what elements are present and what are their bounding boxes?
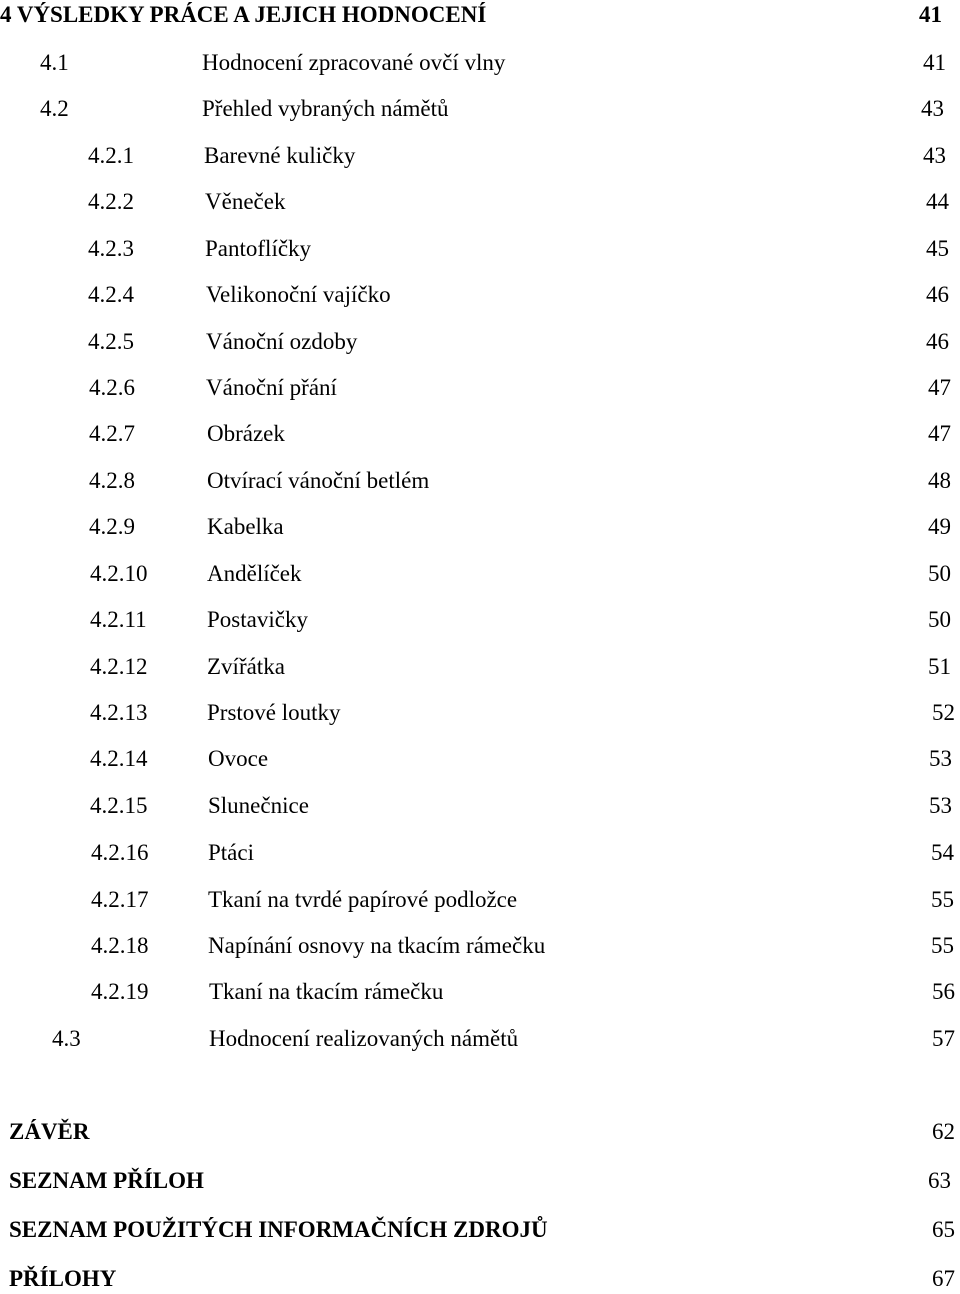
toc-entry-page: 53 [929, 793, 952, 818]
toc-entry[interactable] [0, 419, 960, 449]
toc-entry[interactable] [0, 94, 960, 124]
back-matter-page: 65 [932, 1217, 955, 1242]
toc-back-matter-item[interactable] [0, 1117, 960, 1147]
toc-entry-number: 4.2.1 [88, 143, 134, 168]
toc-entry-title: Ptáci [208, 840, 254, 865]
toc-entry[interactable] [0, 791, 960, 821]
back-matter-title: ZÁVĚR [9, 1119, 90, 1144]
toc-entry-title: Přehled vybraných námětů [202, 96, 449, 121]
toc-entry-title: Zvířátka [207, 654, 285, 679]
toc-entry-page: 52 [932, 700, 955, 725]
toc-entry-page: 45 [926, 236, 949, 261]
toc-entry-title: Prstové loutky [207, 700, 341, 725]
toc-entry-page: 53 [929, 746, 952, 771]
toc-entry[interactable] [0, 327, 960, 357]
back-matter-page: 67 [932, 1266, 955, 1291]
toc-entry-number: 4.2.18 [91, 933, 149, 958]
toc-entry[interactable] [0, 744, 960, 774]
toc-entry[interactable] [0, 1024, 960, 1054]
toc-entry-page: 49 [928, 514, 951, 539]
toc-entry[interactable] [0, 373, 960, 403]
toc-entry-title: Andělíček [207, 561, 302, 586]
toc-entry-title: Postavičky [207, 607, 308, 632]
toc-entry-title: Ovoce [208, 746, 269, 771]
toc-entry-page: 46 [926, 329, 949, 354]
toc-entry[interactable] [0, 698, 960, 728]
back-matter-page: 62 [932, 1119, 955, 1144]
toc-entry-title: Vánoční ozdoby [206, 329, 358, 354]
toc-entry-title: Otvírací vánoční betlém [207, 468, 430, 493]
toc-entry-page: 55 [931, 887, 954, 912]
toc-entry-number: 4.2.11 [90, 607, 147, 632]
toc-entry-number: 4.2.15 [90, 793, 148, 818]
toc-entry-page: 46 [926, 282, 949, 307]
toc-entry-title: Hodnocení realizovaných námětů [209, 1026, 519, 1051]
toc-entry-number: 4.2.13 [90, 700, 148, 725]
toc-entry-number: 4.2.9 [89, 514, 135, 539]
toc-entry[interactable] [0, 605, 960, 635]
toc-entry[interactable] [0, 48, 960, 78]
back-matter-title: SEZNAM PŘÍLOH [9, 1168, 204, 1193]
toc-entry-number: 4.2.17 [91, 887, 149, 912]
toc-entry-number: 4.2.8 [89, 468, 135, 493]
toc-entry-number: 4.3 [52, 1026, 81, 1051]
toc-entry-page: 44 [926, 189, 949, 214]
toc-entry[interactable] [0, 931, 960, 961]
back-matter-title: SEZNAM POUŽITÝCH INFORMAČNÍCH ZDROJŮ [9, 1217, 548, 1242]
toc-entry-title: Pantoflíčky [205, 236, 312, 261]
toc-entry-page: 50 [928, 607, 951, 632]
back-matter-title: PŘÍLOHY [9, 1266, 117, 1291]
toc-entry-number: 4.2.7 [89, 421, 135, 446]
toc-entry-number: 4.1 [40, 50, 69, 75]
toc-entry-number: 4.2.4 [88, 282, 134, 307]
toc-entry[interactable] [0, 652, 960, 682]
toc-back-matter-item[interactable] [0, 1215, 960, 1245]
toc-back-matter-item[interactable] [0, 1166, 960, 1196]
toc-entry-page: 47 [928, 375, 951, 400]
toc-entry-number: 4.2.3 [88, 236, 134, 261]
toc-entry-title: Velikonoční vajíčko [206, 282, 391, 307]
toc-entry-title: Věneček [205, 189, 286, 214]
toc-entry-number: 4.2.12 [90, 654, 148, 679]
toc-entry-number: 4.2.14 [90, 746, 148, 771]
toc-entry-title: Barevné kuličky [204, 143, 356, 168]
toc-entry-title: Vánoční přání [206, 375, 337, 400]
chapter-title: 4 VÝSLEDKY PRÁCE A JEJICH HODNOCENÍ [0, 2, 487, 27]
toc-entry-title: Hodnocení zpracované ovčí vlny [202, 50, 506, 75]
toc-entry-number: 4.2.2 [88, 189, 134, 214]
toc-entry-title: Tkaní na tvrdé papírové podložce [208, 887, 518, 912]
toc-back-matter-item[interactable] [0, 1264, 960, 1294]
toc-entry[interactable] [0, 559, 960, 589]
toc-entry-number: 4.2.6 [89, 375, 135, 400]
toc-entry-page: 56 [932, 979, 955, 1004]
toc-entry-page: 41 [923, 50, 946, 75]
toc-entry-number: 4.2.5 [88, 329, 134, 354]
toc-entry[interactable] [0, 838, 960, 868]
toc-entry-page: 50 [928, 561, 951, 586]
toc-entry-page: 43 [923, 143, 946, 168]
toc-chapter-heading[interactable] [0, 0, 960, 30]
toc-entry-title: Kabelka [207, 514, 284, 539]
toc-entry[interactable] [0, 141, 960, 171]
toc-entry-title: Slunečnice [208, 793, 309, 818]
toc-entry-number: 4.2.16 [91, 840, 149, 865]
toc-entry-page: 51 [928, 654, 951, 679]
toc-entry-title: Napínání osnovy na tkacím rámečku [208, 933, 546, 958]
back-matter-page: 63 [928, 1168, 951, 1193]
toc-entry-page: 43 [921, 96, 944, 121]
toc-entry-page: 48 [928, 468, 951, 493]
toc-entry[interactable] [0, 977, 960, 1007]
toc-entry-number: 4.2.10 [90, 561, 148, 586]
toc-entry[interactable] [0, 512, 960, 542]
toc-entry-page: 54 [931, 840, 954, 865]
toc-entry-title: Tkaní na tkacím rámečku [209, 979, 444, 1004]
toc-entry-number: 4.2 [40, 96, 69, 121]
toc-entry[interactable] [0, 187, 960, 217]
toc-entry[interactable] [0, 466, 960, 496]
toc-entry-page: 55 [931, 933, 954, 958]
chapter-page: 41 [919, 2, 942, 27]
toc-entry-number: 4.2.19 [91, 979, 149, 1004]
toc-entry-page: 57 [932, 1026, 955, 1051]
toc-entry-title: Obrázek [207, 421, 285, 446]
toc-entry[interactable] [0, 885, 960, 915]
toc-entry[interactable] [0, 280, 960, 310]
toc-entry[interactable] [0, 234, 960, 264]
toc-entry-page: 47 [928, 421, 951, 446]
